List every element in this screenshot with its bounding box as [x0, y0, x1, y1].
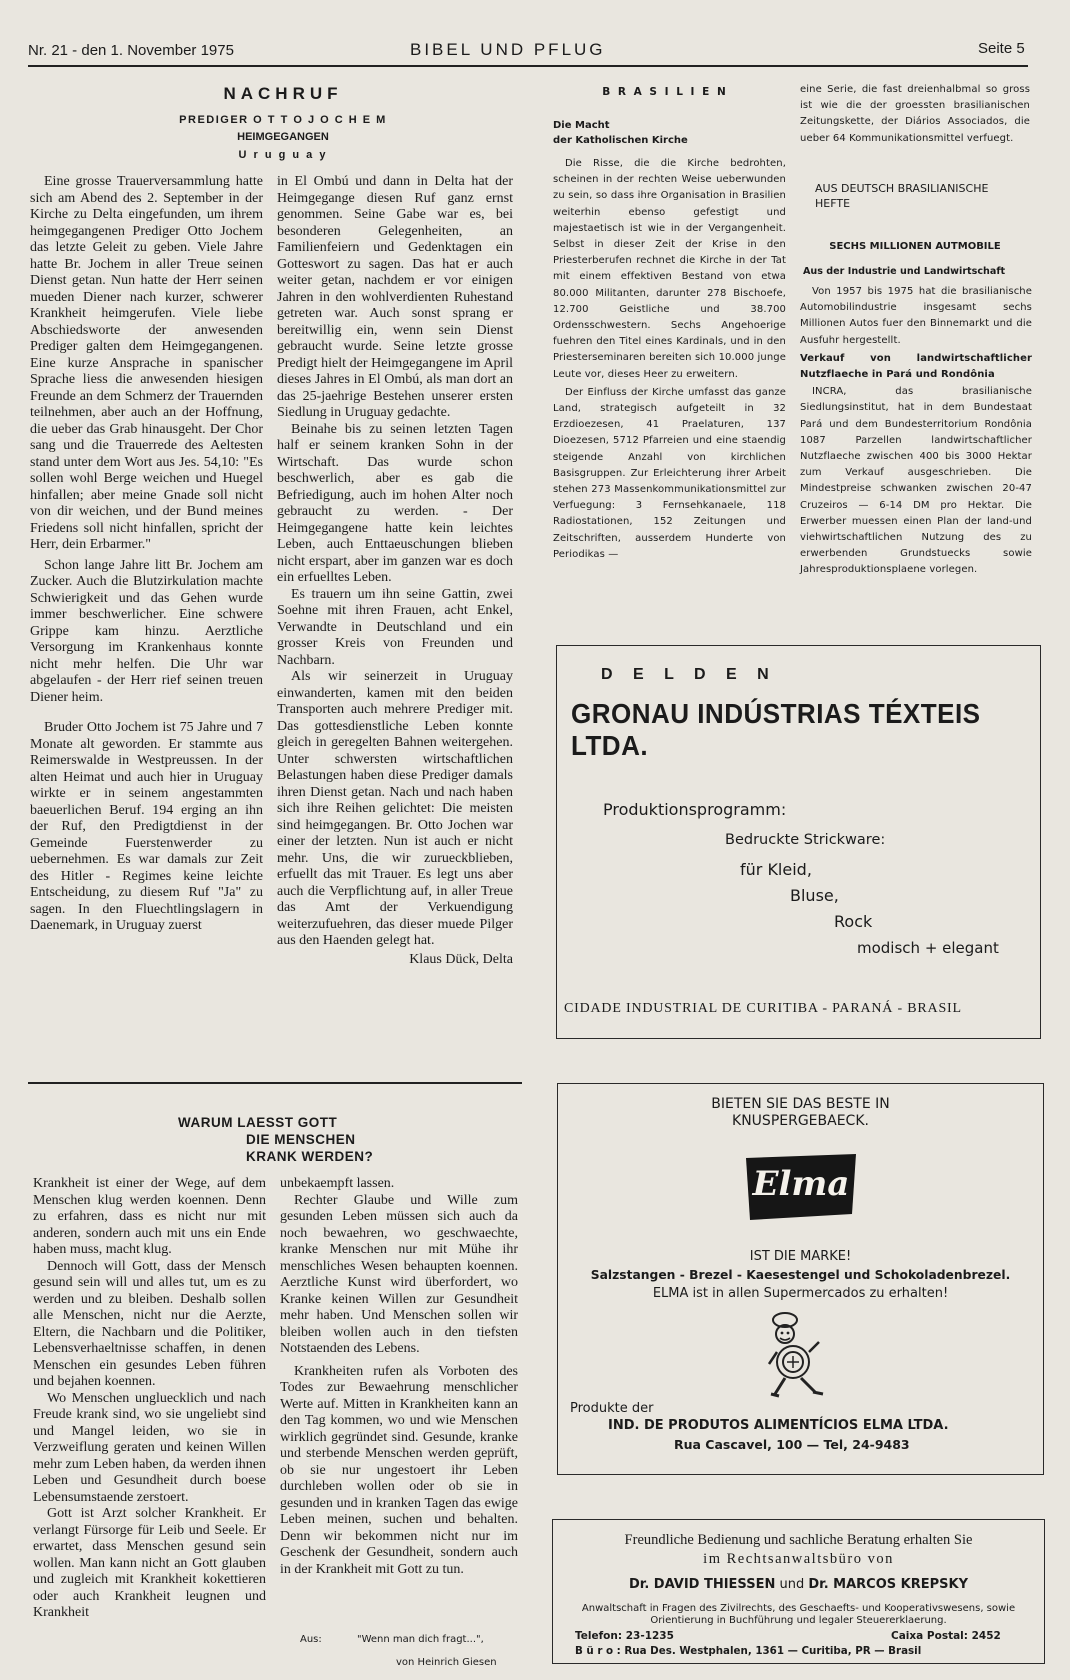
ad-line: Bedruckte Strickware:	[725, 832, 886, 848]
warum-column-2	[280, 1176, 518, 1578]
header-rule	[28, 65, 1028, 67]
paragraph: Es trauern um ihn seine Gattin, zwei Soehne mit ihren Frauen, acht Enkel, Verwandte in Deutschland und ein grosser Kreis von Freunden und Nachbarn.	[277, 586, 513, 668]
paragraph: Bruder Otto Jochem ist 75 Jahre und 7 Monate alt geworden. Er stammte aus Reimerswalde in Westpreussen. In der alten Heimat und auch hier in Uruguay wirkte er in seinem angestammten baeuerlichen Beruf. 194 erging an ihn der Ruf, den Predigtdienst in der Gemeinde Fuerstenwerder zu uebernehmen. Es war damals zur Zeit des Hitler - Regimes keine leichte Entscheidung, zu diesem Ruf "Ja" zu sagen. In den Fluechtlingslagern in Daenemark, in Uruguay zuerst	[30, 720, 263, 933]
col4-intro	[800, 82, 1030, 149]
paragraph: Dennoch will Gott, dass der Mensch gesund sein will und alles tut, um es zu werden und zu bleiben. Deshalb sollen alle Menschen, nicht nur die Aerzte, Eltern, die Nachbarn und die Politiker, Lebensverhaeltnisse schaffen, in denen Menschen ein gesundes Leben führen und bejahen koennen.	[33, 1258, 266, 1389]
law-telephone: Telefon: 23-1235	[575, 1630, 674, 1642]
ad-line: Rock	[834, 912, 873, 931]
newspaper-title: BIBEL UND PFLUG	[410, 40, 606, 59]
paragraph: Krankheiten rufen als Vorboten des Todes zur Bewaehrung menschlicher Werte auf. Mitten in Krankheiten kann an den Tag kommen, wo und wie Menschen wirklich gegründet sind. Gesunde, kranke und sterbende Menschen werden geprüft, ob sie nur ungestoert ihr Leben durchleben wollen oder ob sie in gesunden und in kranken Tagen das ewige Leben meinen, suchen und behalten. Denn wir bekommen nicht nur im Geschenk der Gesundheit, sondern auch in der Krankheit mit Gott zu tun.	[280, 1363, 518, 1577]
paragraph: Von 1957 bis 1975 hat die brasilianische Automobilindustrie insgesamt sechs Millionen Autos fuer den Binnemarkt und die Ausfuhr hergestellt.	[800, 286, 1032, 346]
nachruf-author: Klaus Dück, Delta	[409, 951, 513, 967]
col4-source: AUS DEUTSCH BRASILIANISCHE HEFTE	[815, 182, 989, 210]
nachruf-subheading: PREDIGER O T T O J O C H E M	[179, 114, 387, 126]
paragraph: unbekaempft lassen.	[280, 1176, 395, 1191]
lawyer-names-and: und	[779, 1577, 805, 1592]
elma-brand-line: IST DIE MARKE!	[749, 1249, 852, 1264]
paragraph: Der Einfluss der Kirche umfasst das ganze Land, strategisch aufgeteilt in 32 Erzdioezesen, 41 Praelaturen, 137 Dioezesen, 5712 Pfarreien und eine staendig steigende Anzahl von kirchlichen Basisgruppen. Zur Erleichterung ihrer Arbeit stehen 273 Massenkommunikationsmittel zur Verfuegung: 3 Fernsehkanaele, 118 Radiostationen, 152 Zeitungen und Zeitschriften, ausserdem Hunderte von Periodikas —	[553, 386, 786, 560]
ad-address: CIDADE INDUSTRIAL DE CURITIBA - PARANÁ - BRASIL	[564, 1001, 962, 1016]
ad-line: für Kleid,	[740, 860, 812, 879]
elma-supermarket: ELMA ist in allen Supermercados zu erhalten!	[652, 1286, 949, 1301]
paragraph: eine Serie, die fast dreienhalbmal so gross ist wie die der groessten brasilianischen Zeitungskette, der Diários Associados, die ueber 64 Kommunikationsmittel verfuegt.	[800, 84, 1030, 144]
paragraph: Krankheit ist einer der Wege, auf dem Menschen klug werden koennen. Denn zu erfahren, dass es nicht nur mit anderen, sondern auch mit uns ein Ende haben muss, macht klug.	[33, 1176, 266, 1257]
paragraph: Wo Menschen ungluecklich und nach Freude krank sind, wo sie ungeliebt sind und Mangel leiden, wo sie in Verzweiflung geraten und keinen Willen mehr zum Leben haben, da werden ihnen Leben und Gesundheit durch boese Lebensumstaende zerstoert.	[33, 1390, 266, 1505]
ad-line: Bluse,	[790, 886, 839, 905]
issue-date: Nr. 21 - den 1. November 1975	[28, 42, 234, 59]
paragraph: Beinahe bis zu seinen letzten Tagen half er seinem kranken Sohn in der Wirtschaft. Das wurde schon beschwerlich, aber es gab die Befriedigung, auch im hohen Alter noch gebraucht zu werden. - Der Heimgegangene hatte kein leichtes Leben, auch Enttaeuschungen blieben nicht erspart, aber im ganzen war es doch ein erfuelltes Leben.	[277, 421, 513, 585]
autos-subheading: Aus der Industrie und Landwirtschaft	[803, 266, 1006, 277]
nachruf-country: U r u g u a y	[238, 149, 328, 161]
law-names	[553, 1577, 1044, 1592]
paragraph: Rechter Glaube und Wille zum gesunden Leben müssen sich auch da noch bewaehren, wo geschwaechte, kranke Menschen nur mit Mühe ihr menschliches Wesen behaupten koennen. Aerztliche Kunst wird überfordert, wo Kranke keinen Willen zur Gesundheit mehr haben. Und Menschen sollen wir bleiben wollen auch in den tiefsten Notstaenden des Lebens.	[280, 1192, 518, 1356]
warum-author: von Heinrich Giesen	[396, 1657, 497, 1668]
paragraph: in El Ombú und dann in Delta hat der Heimgegange diesen Ruf ganz ernst genommen. Seine Gabe war es, bei besonderen Gelegenheiten, an Familienfeiern und Gedenktagen ein Gotteswort zu sagen. Das hat er auch weiter getan, nachdem er vor einigen Jahren in den wohlverdienten Ruhestand getreten war. Auch sonst sprang er bereitwillig ein, wenn sein Dienst gebraucht wurde. Seine letzte grosse Predigt hielt der Heimgegangene im April dieses Jahres in El Ombú, als man dort an das 25-jaehrige Bestehen unserer ersten Siedlung in Uruguay gedachte.	[277, 174, 513, 420]
law-caixa-postal: Caixa Postal: 2452	[891, 1630, 1001, 1642]
law-intro: Freundliche Bedienung und sachliche Beratung erhalten Sie	[624, 1532, 973, 1548]
nachruf-subheading-2: HEIMGEGANGEN	[237, 131, 329, 143]
nutzflaeche-heading: Verkauf von landwirtschaftlicher Nutzflaeche in Pará und Rondônia	[800, 352, 1032, 381]
elma-tagline: BIETEN SIE DAS BESTE IN	[711, 1096, 890, 1112]
ad-program-label: Produktionsprogramm:	[603, 800, 787, 819]
nachruf-column-2	[277, 174, 513, 968]
section-rule	[28, 1082, 522, 1084]
warum-heading-2: DIE MENSCHEN	[246, 1132, 356, 1147]
paragraph: Gott ist Arzt solcher Krankheit. Er verlangt Fürsorge für Leib und Seele. Er erwartet, dass Menschen gesund sein wollen. Man kann nicht an Gott glauben und zugleich mit Krankheit kokettieren oder auch Krankheit leugnen und Krankheit	[33, 1506, 266, 1620]
elma-tagline-2: KNUSPERGEBAECK.	[732, 1113, 869, 1129]
nachruf-heading: NACHRUF	[223, 84, 343, 103]
paragraph: Schon lange Jahre litt Br. Jochem am Zucker. Auch die Blutzirkulation machte Schwierigkeit und das Gehen wurde immer beschwerlicher. Eine schwere Grippe kam hinzu. Aerztliche Versorgung im Krankenhaus konnte nicht mehr helfen. Die Uhr war abgelaufen - der Herr rief seinen treuen Diener heim.	[30, 557, 263, 705]
paragraph: Eine grosse Trauerversammlung hatte sich am Abend des 2. September in der Kirche zu Delta eingefunden, um ihrem heimgegangenen Prediger Otto Jochem das letzte Geleit zu geben. Viele Jahre hatte Br. Jochem in aller Treue seinen Dienst getan. Nun hatte der Herr seinen mueden Diener nach kurzer, schwerer Krankheit heimgerufen. Viele liebe Abschiedsworte der anwesenden Prediger galten dem Heimgegangenen. Eine kurze Ansprache in spanischer Sprache liess die anwesenden hiesigen Freunde an dem Schmerz der Trauernden teilnehmen, aber auch an der Hoffnung, die ueber das Grab hinausgeht. Der Chor sang und die Trauerrede des Aeltesten stand unter dem Wort aus Jes. 54,10: "Es sollen wohl Berge weichen und Huegel hinfallen; aber meine Gnade soll nicht von dir weichen, und der Bund meines Friedens soll nicht hinfallen, spricht der Herr, dein Erbarmer."	[30, 174, 263, 552]
gronau-advertisement	[556, 645, 1041, 1039]
warum-heading-3: KRANK WERDEN?	[246, 1149, 374, 1164]
law-office-advertisement	[552, 1519, 1045, 1664]
law-description: Anwaltschaft in Fragen des Zivilrechts, des Geschaefts- und Kooperativswesens, sowie Orientierung in Buchführung und legaler Steuererklaerung.	[581, 1603, 1016, 1626]
law-intro-2: im Rechtsanwaltsbüro von	[703, 1551, 894, 1567]
ad-company-name: GRONAU INDÚSTRIAS TÉXTEIS LTDA.	[571, 698, 981, 761]
warum-source-title: "Wenn man dich fragt...",	[357, 1634, 484, 1645]
brasilien-body	[553, 156, 786, 565]
elma-company: IND. DE PRODUTOS ALIMENTÍCIOS ELMA LTDA.	[608, 1418, 949, 1433]
ad-city: D E L D E N	[601, 666, 777, 683]
elma-address: Rua Cascavel, 100 — Tel, 24-9483	[674, 1437, 910, 1452]
baker-mascot-icon	[763, 1312, 837, 1398]
autos-heading: SECHS MILLIONEN AUTMOBILE	[829, 241, 1001, 252]
warum-source-label: Aus:	[300, 1634, 322, 1645]
elma-advertisement	[557, 1083, 1044, 1475]
elma-produkte-label: Produkte der	[570, 1401, 654, 1416]
law-office-address: B ü r o : Rua Des. Westphalen, 1361 — Curitiba, PR — Brasil	[575, 1645, 922, 1657]
paragraph: Als wir seinerzeit in Uruguay einwanderten, kamen mit den beiden Transporten auch mehrere Prediger mit. Das gottesdienstliche Leben konnte gleich in geregelten Bahnen weitergehen. Unter schwersten wirtschaftlichen Belastungen haben diese Prediger damals ihren Dienst getan. Nach und nach haben sich ihre Reihen gelichtet: Die meisten sind heimgegangen. Br. Otto Jochen war einer der letzten. Nun ist auch er nicht mehr. Uns, die wir zurueckblieben, erfuellt das mit Trauer. Es legt uns aber auch die Verpflichtung auf, in aller Treue das Amt der Verkuendigung weiterzufuehren, das dieser muede Pilger aus den Haenden gelegt hat.	[277, 669, 513, 948]
ad-line: modisch + elegant	[857, 939, 999, 957]
lawyer-name-1: Dr. DAVID THIESSEN	[628, 1577, 776, 1592]
paragraph: Die Risse, die die Kirche bedrohten, scheinen in der rechten Weise ueberwunden zu sein, so dass ihre Organisation in Brasilien weiterhin ebenso gefestigt und majestaetisch ist wie in der Vergangenheit. Selbst in dieser Zeit der Krise in den Priesterberufen rechnet die Kirche in der Tat mit einem effektiven Bestand von etwa 80.000 Militanten, darunter 278 Bischoefe, 12.700 Geistliche und 38.700 Ordensschwestern. Sechs Angehoerige fuehren den Titel eines Kardinals, und in den Priesterseminaren bereiten sich 10.000 junge Leute vor, dieses Heer zu erweitern.	[553, 158, 786, 380]
brasilien-heading: B R A S I L I E N	[602, 86, 728, 98]
lawyer-name-2: Dr. MARCOS KREPSKY	[808, 1577, 969, 1592]
warum-column-1	[33, 1176, 266, 1622]
brasilien-subheading: Die Macht	[553, 120, 610, 131]
autos-body	[800, 284, 1032, 581]
brasilien-subheading-2: der Katholischen Kirche	[553, 135, 688, 146]
page-number: Seite 5	[978, 40, 1025, 57]
paragraph: INCRA, das brasilianische Siedlungsinstitut, hat in dem Bundestaat Pará und dem Bundesterritorium Rondônia 1087 Parzellen landwirtschaftlicher Nutzflaeche zwischen 400 bis 3000 Hektar zum Verkauf ausgeschrieben. Die Mindestpreise schwanken zwischen 20-47 Cruzeiros — 6-14 DM pro Hektar. Die Erwerber muessen einen Plan der land-und viehwirtschaftlichen Nutzung des zu erwerbenden Grundstuecks sowie Jahresproduktionsplaene vorlegen.	[800, 386, 1032, 576]
warum-heading: WARUM LAESST GOTT	[178, 1115, 338, 1130]
elma-products: Salzstangen - Brezel - Kaesestengel und Schokoladenbrezel.	[590, 1268, 1011, 1282]
nachruf-column-1	[30, 174, 263, 935]
elma-logo	[742, 1152, 860, 1222]
elma-logo-text: Elma	[752, 1164, 850, 1204]
